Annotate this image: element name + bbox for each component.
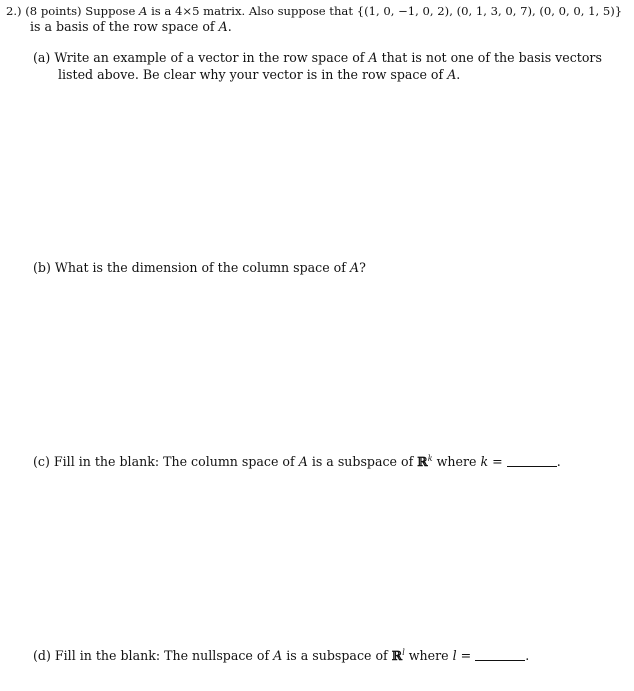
part-d-label: (d) (33, 648, 51, 663)
real-space-symbol: ℝ (391, 648, 403, 663)
dimension-exponent: k (427, 454, 433, 463)
part-b-suffix: ? (359, 260, 366, 275)
part-a-line-1 (33, 50, 602, 66)
part-d-line (33, 648, 529, 664)
part-c-label: (c) (33, 454, 50, 469)
part-c-equals: = (492, 454, 503, 469)
matrix-symbol: A (368, 50, 378, 65)
part-a-line-2 (58, 67, 460, 83)
part-d-where: where (408, 648, 449, 663)
matrix-symbol: A (139, 4, 148, 18)
intro-line2-suffix: . (227, 19, 232, 34)
problem-points: (8 points) (25, 4, 82, 18)
intro-line2-prefix: is a basis of the row space of (30, 19, 215, 34)
answer-blank-l[interactable] (475, 649, 525, 661)
matrix-symbol: A (349, 260, 360, 275)
matrix-symbol: A (447, 67, 457, 82)
part-d-equals: = (460, 648, 472, 663)
matrix-symbol: A (218, 19, 228, 34)
part-c-variable: k (480, 454, 489, 469)
part-d-mid: is a subspace of (286, 648, 388, 663)
part-b-line (33, 260, 366, 276)
part-a-text-2b: . (456, 67, 461, 82)
part-c-where: where (436, 454, 477, 469)
dimension-exponent: l (402, 648, 405, 657)
matrix-symbol: A (273, 648, 283, 663)
part-d-trailing: . (525, 648, 530, 663)
part-c-mid: is a subspace of (311, 454, 414, 469)
real-space-symbol: ℝ (417, 454, 428, 469)
problem-line-2 (30, 19, 232, 35)
matrix-symbol: A (298, 454, 308, 469)
basis-set: {(1, 0, −1, 0, 2), (0, 1, 3, 0, 7), (0, 0, 0, 1, 5)} (356, 4, 623, 18)
part-c-trailing: . (556, 454, 561, 469)
part-a-label: (a) (33, 50, 51, 65)
answer-blank-k[interactable] (507, 455, 557, 467)
part-c-text: Fill in the blank: The column space of (53, 454, 295, 469)
part-a-text-1b: that is not one of the basis vectors (381, 50, 602, 65)
part-b-label: (b) (33, 260, 51, 275)
part-d-variable: l (452, 648, 457, 663)
part-b-text: What is the dimension of the column space of (54, 260, 346, 275)
part-c-line (33, 454, 561, 470)
intro-prefix: Suppose (85, 4, 136, 18)
part-a-text-1: Write an example of a vector in the row space of (54, 50, 365, 65)
part-d-text: Fill in the blank: The nullspace of (54, 648, 270, 663)
part-a-text-2: listed above. Be clear why your vector is in the row space of (58, 67, 444, 82)
problem-line-1 (6, 3, 622, 19)
problem-number: 2.) (6, 4, 22, 18)
intro-mid: is a 4×5 matrix. Also suppose that (151, 4, 354, 18)
